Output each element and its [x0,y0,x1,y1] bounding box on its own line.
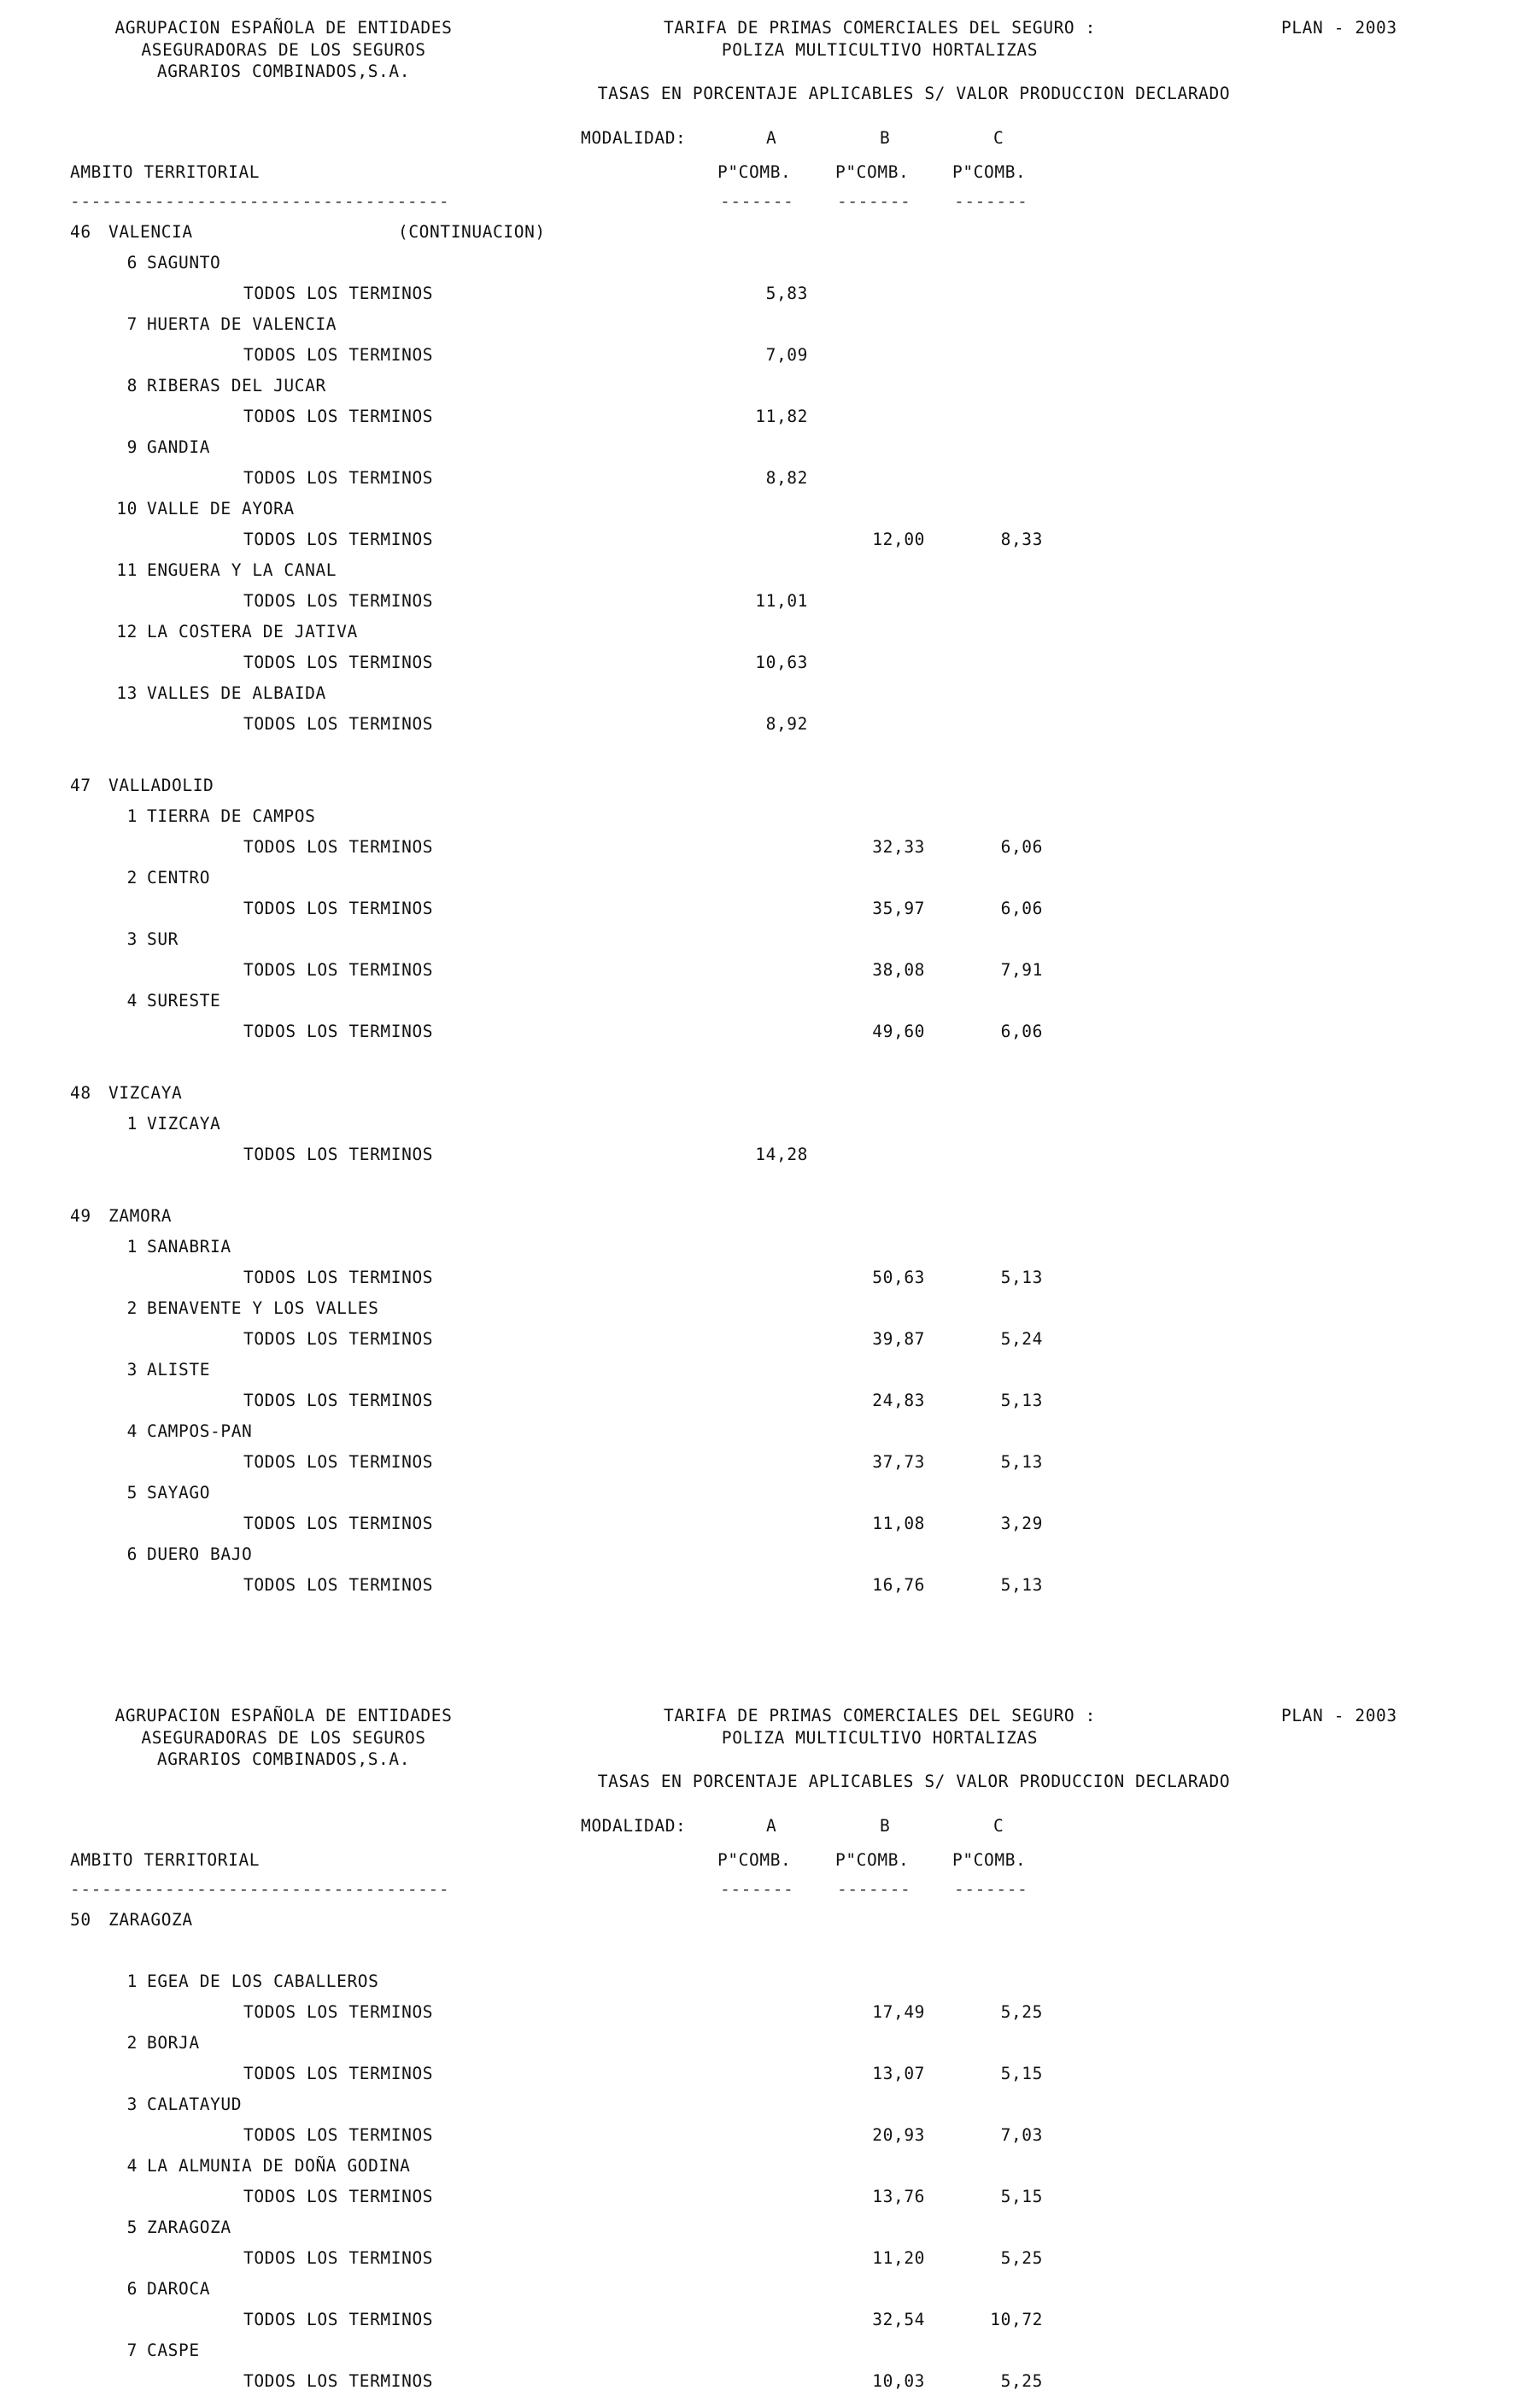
zone-name: ZARAGOZA [147,2217,231,2237]
continuation-label: (CONTINUACION) [398,222,546,242]
zone-values-row [0,2125,1540,2156]
zone-number: 7 [126,314,138,334]
value-modality-b: 49,60 [872,1022,925,1041]
value-modality-c: 10,72 [990,2310,1043,2329]
organization-block-2 [70,1705,497,1771]
pcomb-header-c: P"COMB. [952,1850,1027,1870]
zone-number: 5 [126,2217,138,2237]
modality-column-c: C [993,1816,1004,1836]
zone-row [0,991,1540,1022]
value-modality-c: 5,15 [1000,2064,1043,2083]
value-modality-c: 5,13 [1000,1391,1043,1410]
tariff-page-2 [0,1688,1540,2402]
zone-row [0,2340,1540,2371]
zone-row [0,1298,1540,1329]
zone-number: 4 [126,1421,138,1441]
value-modality-a: 8,92 [765,714,808,734]
province-row [0,776,1540,806]
terms-label: TODOS LOS TERMINOS [243,1575,434,1595]
zone-number: 10 [116,499,138,518]
organization-line-2: ASEGURADORAS DE LOS SEGUROS [141,39,426,60]
zone-values-row [0,284,1540,314]
zone-number: 1 [126,806,138,826]
zone-number: 1 [126,1114,138,1134]
zone-values-row [0,2002,1540,2033]
rates-description-2: TASAS EN PORCENTAJE APLICABLES S/ VALOR PRODUCCION DECLARADO [597,1772,1231,1791]
province-name: VALENCIA [108,222,193,242]
value-modality-c: 5,25 [1000,2371,1043,2391]
document-title-block-2 [530,1705,1230,1749]
zone-name: SUR [147,929,179,949]
divider-column-b: ------- [837,1879,911,1899]
document-subtitle: POLIZA MULTICULTIVO HORTALIZAS [721,39,1039,60]
document-header-2 [0,1688,1540,1816]
value-modality-a: 7,09 [765,345,808,365]
value-modality-b: 24,83 [872,1391,925,1410]
terms-label: TODOS LOS TERMINOS [243,345,434,365]
value-modality-a: 5,83 [765,284,808,303]
plan-label: PLAN - 2003 [1281,18,1397,38]
modality-header-row-2 [0,1816,1540,1850]
document-subtitle: POLIZA MULTICULTIVO HORTALIZAS [721,1727,1039,1748]
value-modality-b: 10,03 [872,2371,925,2391]
zone-values-row [0,1145,1540,1175]
zone-number: 6 [126,2279,138,2299]
value-modality-b: 35,97 [872,899,925,918]
zone-row [0,2156,1540,2187]
province-row [0,1083,1540,1114]
zone-number: 11 [116,560,138,580]
terms-label: TODOS LOS TERMINOS [243,468,434,488]
value-modality-a: 8,82 [765,468,808,488]
value-modality-b: 37,73 [872,1452,925,1472]
row-spacer [0,745,1540,776]
value-modality-b: 11,08 [872,1514,925,1533]
zone-name: SAGUNTO [147,253,221,272]
zone-values-row [0,591,1540,622]
zone-number: 2 [126,1298,138,1318]
province-name: ZAMORA [108,1206,173,1226]
value-modality-b: 20,93 [872,2125,925,2145]
zone-row [0,806,1540,837]
province-number: 49 [70,1206,91,1226]
divider-ambito: ------------------------------------ [70,1879,450,1899]
zone-row [0,1237,1540,1268]
province-number: 50 [70,1910,91,1930]
pcomb-header-b: P"COMB. [835,1850,910,1870]
zone-row [0,2217,1540,2248]
value-modality-a: 11,82 [755,407,808,426]
zone-row [0,560,1540,591]
divider-column-c: ------- [954,1879,1028,1899]
value-modality-c: 6,06 [1000,899,1043,918]
value-modality-b: 13,76 [872,2187,925,2206]
zone-name: TIERRA DE CAMPOS [147,806,316,826]
zone-values-row [0,2371,1540,2402]
modality-label: MODALIDAD: [581,128,687,148]
zone-values-row [0,2310,1540,2340]
province-number: 46 [70,222,91,242]
tariff-table-page-2 [0,1910,1540,2402]
value-modality-b: 39,87 [872,1329,925,1349]
zone-values-row [0,1022,1540,1052]
province-name: VALLADOLID [108,776,214,795]
zone-number: 12 [116,622,138,642]
zone-name: ENGUERA Y LA CANAL [147,560,337,580]
zone-row [0,683,1540,714]
zone-values-row [0,960,1540,991]
zone-row [0,1544,1540,1575]
zone-name: CAMPOS-PAN [147,1421,253,1441]
zone-values-row [0,1514,1540,1544]
zone-row [0,2279,1540,2310]
value-modality-c: 8,33 [1000,530,1043,549]
modality-column-b: B [880,1816,891,1836]
province-row [0,1910,1540,1941]
terms-label: TODOS LOS TERMINOS [243,2371,434,2391]
page-break-gap [0,1606,1540,1688]
zone-name: SAYAGO [147,1483,211,1503]
zone-number: 7 [126,2340,138,2360]
value-modality-c: 5,24 [1000,1329,1043,1349]
organization-line-3: AGRARIOS COMBINADOS,S.A. [156,62,411,81]
value-modality-b: 32,54 [872,2310,925,2329]
organization-line-1: AGRUPACION ESPAÑOLA DE ENTIDADES [114,18,453,38]
zone-name: CASPE [147,2340,200,2360]
ambito-territorial-header: AMBITO TERRITORIAL [70,1850,261,1870]
zone-values-row [0,899,1540,929]
organization-block [70,17,497,83]
value-modality-b: 17,49 [872,2002,925,2022]
document-header [0,0,1540,128]
ambito-territorial-header: AMBITO TERRITORIAL [70,162,261,182]
value-modality-a: 14,28 [755,1145,808,1164]
zone-values-row [0,2064,1540,2094]
document-title: TARIFA DE PRIMAS COMERCIALES DEL SEGURO : [664,1706,1096,1725]
zone-number: 4 [126,991,138,1011]
modality-label: MODALIDAD: [581,1816,687,1836]
tariff-table-page-1 [0,222,1540,1688]
value-modality-a: 10,63 [755,653,808,672]
document-title: TARIFA DE PRIMAS COMERCIALES DEL SEGURO : [664,18,1096,38]
pcomb-header-c: P"COMB. [952,162,1027,182]
zone-number: 2 [126,868,138,888]
zone-name: DUERO BAJO [147,1544,253,1564]
zone-number: 1 [126,1971,138,1991]
modality-column-b: B [880,128,891,148]
zone-name: CENTRO [147,868,211,888]
zone-number: 4 [126,2156,138,2176]
zone-row [0,929,1540,960]
header-divider-row [0,191,1540,222]
header-divider-row-2 [0,1879,1540,1910]
zone-row [0,622,1540,653]
modality-header-row [0,128,1540,162]
organization-line-1: AGRUPACION ESPAÑOLA DE ENTIDADES [114,1706,453,1725]
value-modality-b: 12,00 [872,530,925,549]
pcomb-header-b: P"COMB. [835,162,910,182]
row-spacer [0,1052,1540,1083]
terms-label: TODOS LOS TERMINOS [243,653,434,672]
value-modality-c: 6,06 [1000,1022,1043,1041]
terms-label: TODOS LOS TERMINOS [243,2187,434,2206]
zone-values-row [0,1391,1540,1421]
zone-row [0,1421,1540,1452]
terms-label: TODOS LOS TERMINOS [243,837,434,857]
zone-row [0,253,1540,284]
province-name: VIZCAYA [108,1083,183,1103]
zone-row [0,437,1540,468]
zone-values-row [0,468,1540,499]
zone-name: RIBERAS DEL JUCAR [147,376,326,395]
terms-label: TODOS LOS TERMINOS [243,2248,434,2268]
divider-column-a: ------- [720,191,794,211]
value-modality-b: 32,33 [872,837,925,857]
zone-row [0,314,1540,345]
value-modality-b: 38,08 [872,960,925,980]
modality-column-a: A [766,1816,777,1836]
zone-name: VIZCAYA [147,1114,221,1134]
zone-number: 13 [116,683,138,703]
value-modality-c: 3,29 [1000,1514,1043,1533]
divider-column-c: ------- [954,191,1028,211]
row-spacer [0,1941,1540,1971]
divider-ambito: ------------------------------------ [70,191,450,211]
zone-name: DAROCA [147,2279,211,2299]
zone-name: HUERTA DE VALENCIA [147,314,337,334]
zone-row [0,376,1540,407]
zone-row [0,1971,1540,2002]
zone-number: 2 [126,2033,138,2053]
province-number: 48 [70,1083,91,1103]
terms-label: TODOS LOS TERMINOS [243,591,434,611]
value-modality-b: 16,76 [872,1575,925,1595]
terms-label: TODOS LOS TERMINOS [243,2310,434,2329]
zone-row [0,868,1540,899]
zone-name: LA ALMUNIA DE DOÑA GODINA [147,2156,411,2176]
plan-label-2: PLAN - 2003 [1281,1706,1397,1725]
zone-name: EGEA DE LOS CABALLEROS [147,1971,379,1991]
rates-description: TASAS EN PORCENTAJE APLICABLES S/ VALOR PRODUCCION DECLARADO [597,84,1231,103]
zone-values-row [0,1575,1540,1606]
pcomb-header-a: P"COMB. [717,162,792,182]
terms-label: TODOS LOS TERMINOS [243,284,434,303]
value-modality-c: 5,13 [1000,1452,1043,1472]
zone-name: SANABRIA [147,1237,231,1257]
zone-values-row [0,1329,1540,1360]
zone-values-row [0,714,1540,745]
value-modality-c: 5,25 [1000,2002,1043,2022]
terms-label: TODOS LOS TERMINOS [243,1514,434,1533]
zone-number: 8 [126,376,138,395]
zone-number: 6 [126,1544,138,1564]
zone-values-row [0,530,1540,560]
zone-name: ALISTE [147,1360,211,1380]
terms-label: TODOS LOS TERMINOS [243,1145,434,1164]
zone-values-row [0,345,1540,376]
zone-name: BENAVENTE Y LOS VALLES [147,1298,379,1318]
terms-label: TODOS LOS TERMINOS [243,899,434,918]
terms-label: TODOS LOS TERMINOS [243,714,434,734]
modality-column-a: A [766,128,777,148]
province-name: ZARAGOZA [108,1910,193,1930]
terms-label: TODOS LOS TERMINOS [243,1452,434,1472]
zone-row [0,1360,1540,1391]
row-spacer [0,1175,1540,1206]
value-modality-b: 11,20 [872,2248,925,2268]
zone-name: GANDIA [147,437,211,457]
zone-row [0,499,1540,530]
terms-label: TODOS LOS TERMINOS [243,960,434,980]
zone-row [0,2094,1540,2125]
zone-values-row [0,1268,1540,1298]
value-modality-c: 6,06 [1000,837,1043,857]
zone-number: 3 [126,2094,138,2114]
terms-label: TODOS LOS TERMINOS [243,2002,434,2022]
column-header-row-2 [0,1850,1540,1879]
zone-number: 6 [126,253,138,272]
province-number: 47 [70,776,91,795]
value-modality-b: 13,07 [872,2064,925,2083]
zone-values-row [0,1452,1540,1483]
zone-name: VALLES DE ALBAIDA [147,683,326,703]
value-modality-c: 5,15 [1000,2187,1043,2206]
zone-name: LA COSTERA DE JATIVA [147,622,358,642]
terms-label: TODOS LOS TERMINOS [243,1268,434,1287]
terms-label: TODOS LOS TERMINOS [243,1329,434,1349]
zone-values-row [0,2187,1540,2217]
value-modality-c: 5,13 [1000,1575,1043,1595]
province-row [0,1206,1540,1237]
zone-number: 3 [126,1360,138,1380]
terms-label: TODOS LOS TERMINOS [243,2125,434,2145]
terms-label: TODOS LOS TERMINOS [243,530,434,549]
zone-values-row [0,2248,1540,2279]
terms-label: TODOS LOS TERMINOS [243,2064,434,2083]
zone-values-row [0,407,1540,437]
zone-row [0,2033,1540,2064]
divider-column-a: ------- [720,1879,794,1899]
zone-row [0,1483,1540,1514]
zone-name: VALLE DE AYORA [147,499,295,518]
zone-name: SURESTE [147,991,221,1011]
value-modality-c: 5,25 [1000,2248,1043,2268]
value-modality-c: 7,03 [1000,2125,1043,2145]
zone-values-row [0,837,1540,868]
terms-label: TODOS LOS TERMINOS [243,407,434,426]
zone-number: 1 [126,1237,138,1257]
zone-number: 5 [126,1483,138,1503]
zone-values-row [0,653,1540,683]
divider-column-b: ------- [837,191,911,211]
province-row [0,222,1540,253]
organization-line-3: AGRARIOS COMBINADOS,S.A. [156,1749,411,1769]
value-modality-c: 7,91 [1000,960,1043,980]
document-title-block [530,17,1230,61]
pcomb-header-a: P"COMB. [717,1850,792,1870]
zone-row [0,1114,1540,1145]
modality-column-c: C [993,128,1004,148]
zone-number: 9 [126,437,138,457]
terms-label: TODOS LOS TERMINOS [243,1022,434,1041]
value-modality-a: 11,01 [755,591,808,611]
zone-name: BORJA [147,2033,200,2053]
organization-line-2: ASEGURADORAS DE LOS SEGUROS [141,1727,426,1748]
zone-number: 3 [126,929,138,949]
value-modality-c: 5,13 [1000,1268,1043,1287]
column-header-row [0,162,1540,191]
terms-label: TODOS LOS TERMINOS [243,1391,434,1410]
zone-name: CALATAYUD [147,2094,243,2114]
value-modality-b: 50,63 [872,1268,925,1287]
